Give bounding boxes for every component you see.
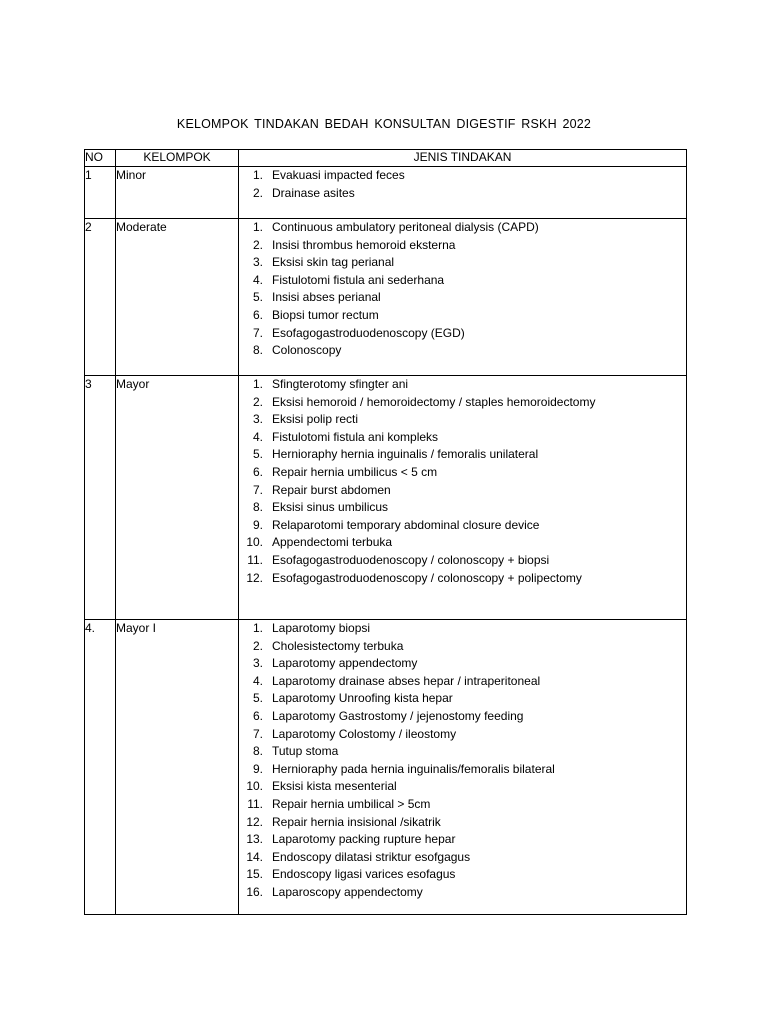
table-row	[85, 219, 687, 376]
list-item: 8. Eksisi sinus umbilicus	[252, 500, 389, 515]
row-jenis-tindakan	[239, 376, 687, 620]
header-no: NO	[85, 150, 116, 167]
row-jenis-tindakan	[239, 219, 687, 376]
list-item: 2. Cholesistectomy terbuka	[252, 638, 404, 653]
table-row	[85, 167, 687, 219]
list-item: 2. Eksisi hemoroid / hemoroidectomy / staples hemoroidectomy	[252, 394, 596, 409]
row-number: 1	[85, 167, 116, 219]
list-item: 2. Drainase asites	[252, 185, 355, 200]
list-item: 1. Continuous ambulatory peritoneal dialysis (CAPD)	[252, 220, 539, 234]
table-row	[85, 620, 687, 915]
table-header-row	[85, 150, 687, 167]
list-item: 2. Insisi thrombus hemoroid eksterna	[252, 237, 456, 252]
list-item: 12. Esofagogastroduodenoscopy / colonoscopy + polipectomy	[246, 570, 582, 585]
list-item: 7. Repair burst abdomen	[252, 482, 391, 497]
list-item: 4. Laparotomy drainase abses hepar / intraperitoneal	[252, 673, 541, 688]
list-item: 10. Eksisi kista mesenterial	[246, 779, 397, 794]
row-kelompok: Moderate	[116, 219, 239, 376]
list-item: 4. Fistulotomi fistula ani sederhana	[252, 272, 445, 287]
table-row	[85, 376, 687, 620]
row-kelompok: Mayor	[116, 376, 239, 620]
list-item: 9. Relaparotomi temporary abdominal closure device	[252, 517, 540, 532]
list-item: 16. Laparoscopy appendectomy	[246, 884, 423, 899]
list-item: 14. Endoscopy dilatasi striktur esofgagus	[246, 849, 471, 864]
list-item: 8. Colonoscopy	[252, 343, 342, 358]
list-item: 4. Fistulotomi fistula ani kompleks	[252, 429, 439, 444]
list-item: 7. Laparotomy Colostomy / ileostomy	[252, 726, 457, 741]
list-item: 15. Endoscopy ligasi varices esofagus	[246, 867, 456, 882]
row-kelompok: Minor	[116, 167, 239, 219]
procedure-list	[239, 620, 686, 902]
list-item: 7. Esofagogastroduodenoscopy (EGD)	[252, 325, 465, 340]
list-item: 6. Repair hernia umbilicus < 5 cm	[252, 464, 438, 479]
list-item: 10. Appendectomi terbuka	[246, 535, 393, 550]
list-item: 1. Laparotomy biopsi	[252, 621, 371, 635]
list-item: 12. Repair hernia insisional /sikatrik	[246, 814, 441, 829]
row-number: 2	[85, 219, 116, 376]
list-item: 11. Repair hernia umbilical > 5cm	[247, 796, 431, 811]
list-item: 6. Biopsi tumor rectum	[252, 307, 379, 322]
list-item: 6. Laparotomy Gastrostomy / jejenostomy feeding	[252, 708, 524, 723]
list-item: 13. Laparotomy packing rupture hepar	[246, 832, 456, 847]
row-kelompok: Mayor I	[116, 620, 239, 915]
document-title: KELOMPOK TINDAKAN BEDAH KONSULTAN DIGESTIF RSKH 2022	[176, 117, 592, 131]
list-item: 5. Insisi abses perianal	[252, 290, 381, 305]
header-jenis-tindakan: JENIS TINDAKAN	[239, 150, 687, 167]
row-jenis-tindakan	[239, 620, 687, 915]
row-number: 4.	[85, 620, 116, 915]
procedure-list	[239, 219, 686, 360]
list-item: 9. Hernioraphy pada hernia inguinalis/femoralis bilateral	[252, 761, 555, 776]
list-item: 5. Laparotomy Unroofing kista hepar	[252, 691, 453, 706]
list-item: 11. Esofagogastroduodenoscopy / colonoscopy + biopsi	[247, 552, 550, 567]
list-item: 1. Evakuasi impacted feces	[252, 168, 405, 182]
procedure-list	[239, 167, 686, 202]
header-kelompok: KELOMPOK	[116, 150, 239, 167]
list-item: 1. Sfingterotomy sfingter ani	[252, 377, 409, 391]
list-item: 5. Hernioraphy hernia inguinalis / femoralis unilateral	[252, 447, 539, 462]
list-item: 3. Eksisi polip recti	[252, 412, 359, 427]
procedure-table	[84, 149, 687, 915]
list-item: 3. Eksisi skin tag perianal	[252, 255, 395, 270]
procedure-list	[239, 376, 686, 587]
list-item: 3. Laparotomy appendectomy	[252, 656, 418, 671]
row-number: 3	[85, 376, 116, 620]
row-jenis-tindakan	[239, 167, 687, 219]
list-item: 8. Tutup stoma	[252, 744, 339, 759]
